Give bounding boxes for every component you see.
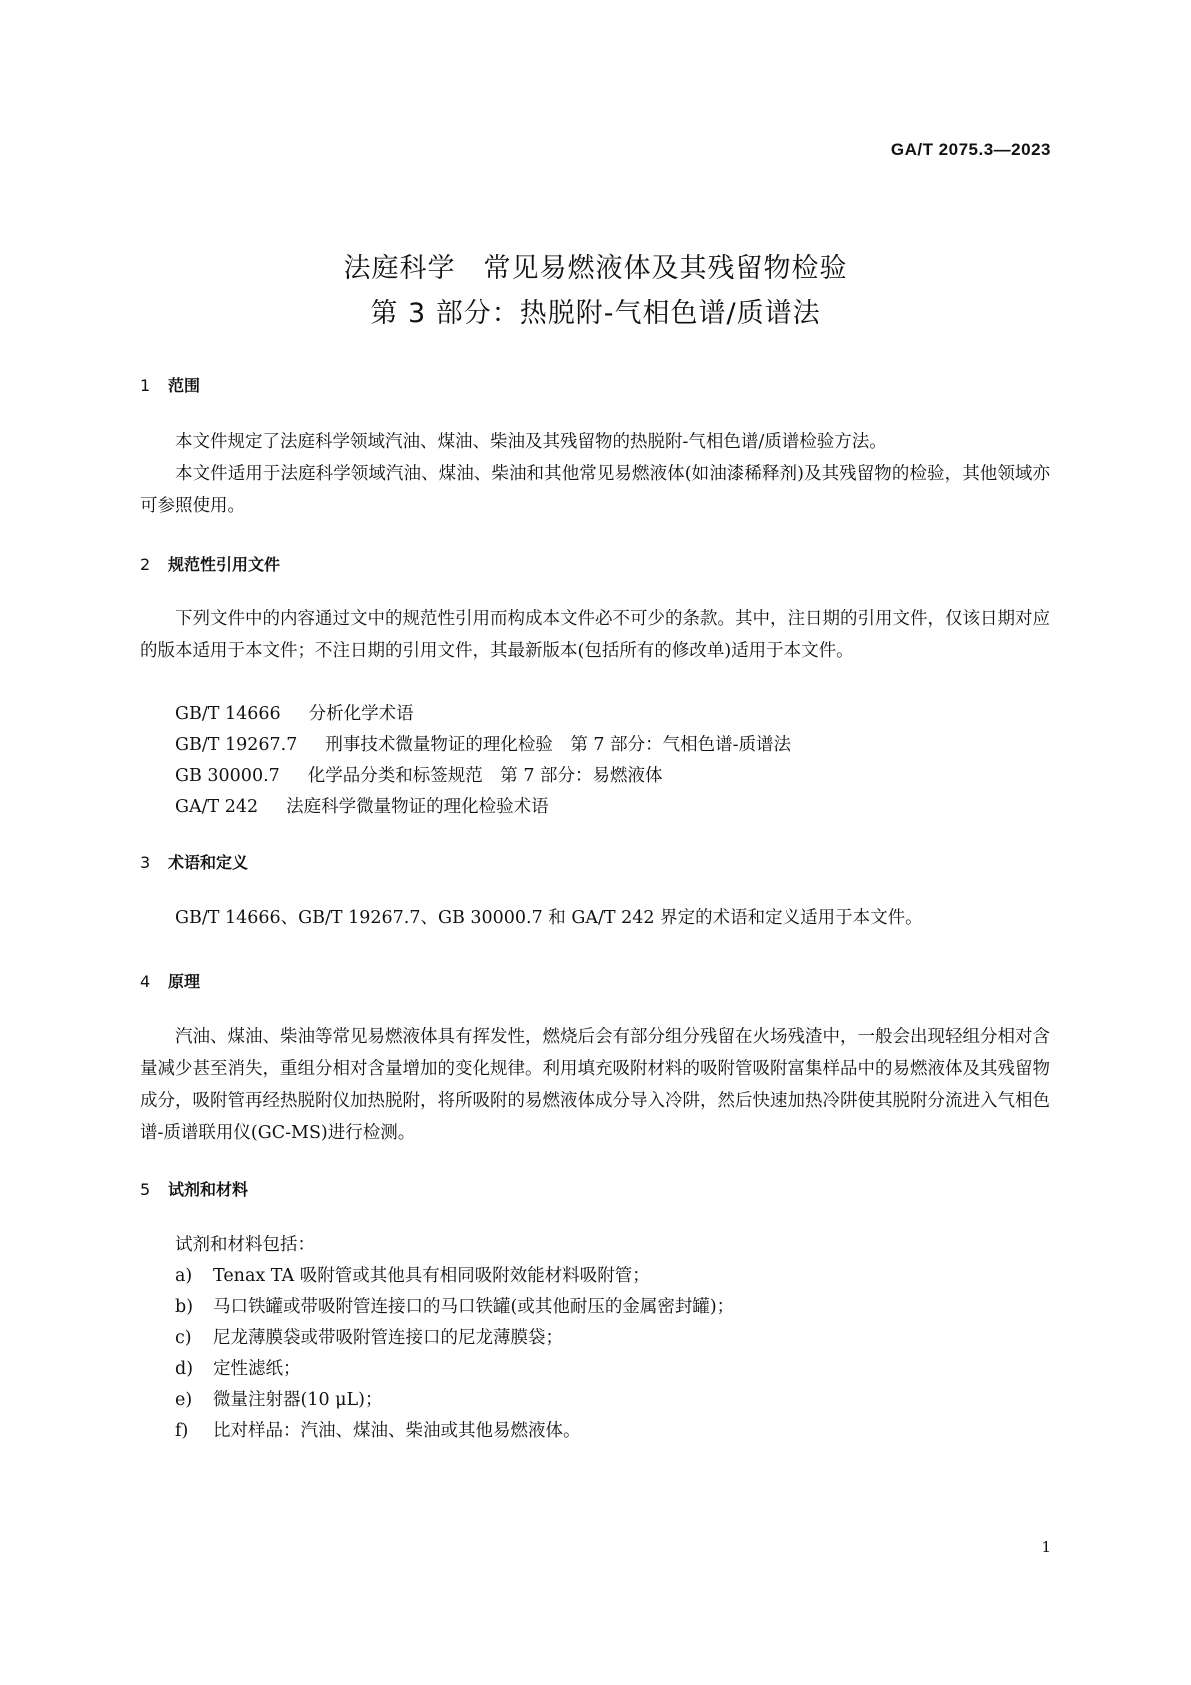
reference-title: 刑事技术微量物证的理化检验 第 7 部分：气相色谱-质谱法 — [325, 735, 792, 755]
section-title: 试剂和材料 — [168, 1180, 249, 1199]
material-item — [175, 1260, 650, 1292]
list-marker: d) — [175, 1359, 194, 1379]
reference-code: GB 30000.7 — [175, 766, 280, 786]
section-number: 5 — [140, 1180, 151, 1199]
scope-paragraph-1: 本文件规定了法庭科学领域汽油、煤油、柴油及其残留物的热脱附-气相色谱/质谱检验方法。 — [175, 432, 887, 452]
section-title: 规范性引用文件 — [168, 555, 281, 574]
doc-code: GA/T 2075.3—2023 — [890, 140, 1051, 159]
section-title: 原理 — [168, 972, 201, 991]
reference-item — [175, 729, 791, 761]
reference-title: 法庭科学微量物证的理化检验术语 — [286, 797, 549, 817]
section-title: 范围 — [168, 376, 201, 395]
material-text: 马口铁罐或带吸附管连接口的马口铁罐(或其他耐压的金属密封罐)； — [213, 1297, 735, 1317]
section-4-heading — [140, 969, 200, 992]
scope-paragraph-2: 本文件适用于法庭科学领域汽油、煤油、柴油和其他常见易燃液体(如油漆稀释剂)及其残留物的检验，其他领域亦可参照使用。 — [140, 464, 1050, 516]
material-text: Tenax TA 吸附管或其他具有相同吸附效能材料吸附管； — [213, 1266, 650, 1286]
material-text: 定性滤纸； — [213, 1359, 301, 1379]
material-item — [175, 1415, 581, 1447]
reference-item — [175, 698, 414, 730]
list-marker: f) — [175, 1421, 189, 1441]
materials-intro: 试剂和材料包括： — [175, 1235, 315, 1255]
reference-item — [175, 760, 663, 792]
list-marker: e) — [175, 1390, 193, 1410]
section-5-heading — [140, 1177, 248, 1200]
section-title: 术语和定义 — [168, 853, 249, 872]
section-number: 4 — [140, 972, 151, 991]
page-number: 1 — [1041, 1538, 1051, 1556]
section-3-heading — [140, 850, 248, 873]
material-text: 尼龙薄膜袋或带吸附管连接口的尼龙薄膜袋； — [213, 1328, 563, 1348]
reference-code: GB/T 19267.7 — [175, 735, 298, 755]
section-number: 2 — [140, 555, 151, 574]
material-item — [175, 1353, 301, 1385]
title-line-1: 法庭科学 常见易燃液体及其残留物检验 — [343, 253, 848, 284]
material-item — [175, 1384, 382, 1416]
list-marker: c) — [175, 1328, 192, 1348]
reference-title: 化学品分类和标签规范 第 7 部分：易燃液体 — [307, 766, 663, 786]
principle-paragraph: 汽油、煤油、柴油等常见易燃液体具有挥发性，燃烧后会有部分组分残留在火场残渣中，一般会出现轻组分相对含量减少甚至消失，重组分相对含量增加的变化规律。利用填充吸附材料的吸附管吸附富集样品中的易燃液体及其残留物成分，吸附管再经热脱附仪加热脱附，将所吸附的易燃液体成分导入冷阱，然后快速加热冷阱使其脱附分流进入气相色谱-质谱联用仪(GC-MS)进行检测。 — [140, 1027, 1050, 1143]
reference-title: 分析化学术语 — [308, 704, 414, 724]
section-1-heading — [140, 373, 200, 396]
terms-paragraph: GB/T 14666、GB/T 19267.7、GB 30000.7 和 GA/T 242 界定的术语和定义适用于本文件。 — [175, 908, 923, 928]
section-2-heading — [140, 552, 280, 575]
list-marker: a) — [175, 1266, 193, 1286]
reference-item — [175, 791, 549, 823]
references-intro: 下列文件中的内容通过文中的规范性引用而构成本文件必不可少的条款。其中，注日期的引用文件，仅该日期对应的版本适用于本文件；不注日期的引用文件，其最新版本(包括所有的修改单)适用于本文件。 — [140, 609, 1050, 661]
material-item — [175, 1322, 563, 1354]
reference-code: GB/T 14666 — [175, 704, 281, 724]
material-item — [175, 1291, 734, 1323]
title-line-2: 第 3 部分：热脱附-气相色谱/质谱法 — [370, 298, 821, 329]
section-number: 3 — [140, 853, 151, 872]
material-text: 比对样品：汽油、煤油、柴油或其他易燃液体。 — [213, 1421, 581, 1441]
list-marker: b) — [175, 1297, 194, 1317]
reference-code: GA/T 242 — [175, 797, 259, 817]
material-text: 微量注射器(10 μL)； — [213, 1390, 383, 1410]
section-number: 1 — [140, 376, 151, 395]
